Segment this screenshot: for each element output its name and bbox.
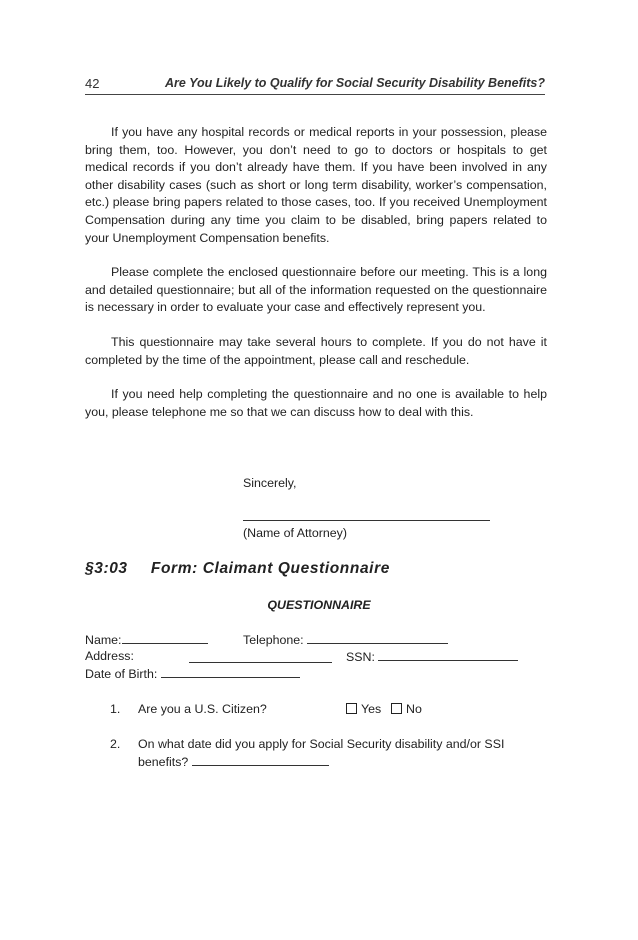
citizen-no-option[interactable] [391, 702, 422, 716]
name-field [85, 632, 208, 647]
signature-caption: (Name of Attorney) [243, 526, 347, 540]
question-number: 1. [110, 702, 121, 716]
telephone-label: Telephone: [243, 633, 304, 647]
paragraph-help: If you need help completing the questionnaire and no one is available to help you, please telephone me so that we can discuss how to deal with this. [85, 387, 547, 419]
letter-body [85, 124, 547, 438]
ssn-input[interactable] [378, 649, 518, 661]
citizen-yes-option[interactable] [346, 702, 381, 716]
page-header [85, 74, 545, 95]
section-number: §3:03 [85, 560, 128, 577]
section-heading [85, 560, 390, 578]
section-title: Form: Claimant Questionnaire [150, 560, 390, 577]
paragraph-records: If you have any hospital records or medical reports in your possession, please bring them, too. However, you don’t need to go to doctors or hospitals to get medical records if you don’t already have them. If you have been involved in any other disability cases (such as short or long term disability, worker’s compensation, etc.) please bring papers related to those cases, too. If you received Unemployment Compensation during any time you claim to be disabled, bring papers related to your Unemployment Compensation benefits. [85, 125, 547, 245]
address-input[interactable] [189, 651, 332, 663]
no-label: No [406, 702, 422, 716]
question-text [138, 736, 548, 771]
paragraph-time-to-complete: This questionnaire may take several hours to complete. If you do not have it completed by the time of the appointment, please call and reschedule. [85, 334, 547, 367]
name-input[interactable] [122, 632, 208, 644]
ssn-label: SSN: [346, 650, 375, 664]
name-label: Name: [85, 633, 122, 647]
running-title: Are You Likely to Qualify for Social Security Disability Benefits? [165, 76, 545, 90]
apply-date-input[interactable] [192, 754, 329, 766]
question-number: 2. [110, 737, 121, 751]
telephone-field [243, 632, 448, 647]
paragraph-complete-questionnaire: Please complete the enclosed questionnaire before our meeting. This is a long and detailed questionnaire; but all of the information requested on the questionnaire is necessary in order to evaluate your case and effectively represent you. [85, 265, 547, 315]
closing-text: Sincerely, [243, 476, 297, 490]
question-item [110, 736, 550, 772]
question-item [110, 701, 550, 719]
question-text: Are you a U.S. Citizen? [138, 702, 267, 716]
address-field [85, 649, 134, 663]
ssn-field [346, 649, 518, 664]
yes-checkbox[interactable] [346, 703, 357, 714]
dob-label: Date of Birth: [85, 667, 158, 681]
no-checkbox[interactable] [391, 703, 402, 714]
address-label: Address: [85, 649, 134, 663]
yes-label: Yes [361, 702, 382, 716]
signature-line[interactable] [243, 520, 490, 521]
questionnaire-title: QUESTIONNAIRE [267, 598, 371, 612]
telephone-input[interactable] [307, 632, 448, 644]
dob-input[interactable] [161, 666, 300, 678]
page-number: 42 [85, 76, 100, 91]
dob-field [85, 666, 300, 681]
question-text-content: On what date did you apply for Social Security disability and/or SSI benefits? [138, 737, 505, 769]
